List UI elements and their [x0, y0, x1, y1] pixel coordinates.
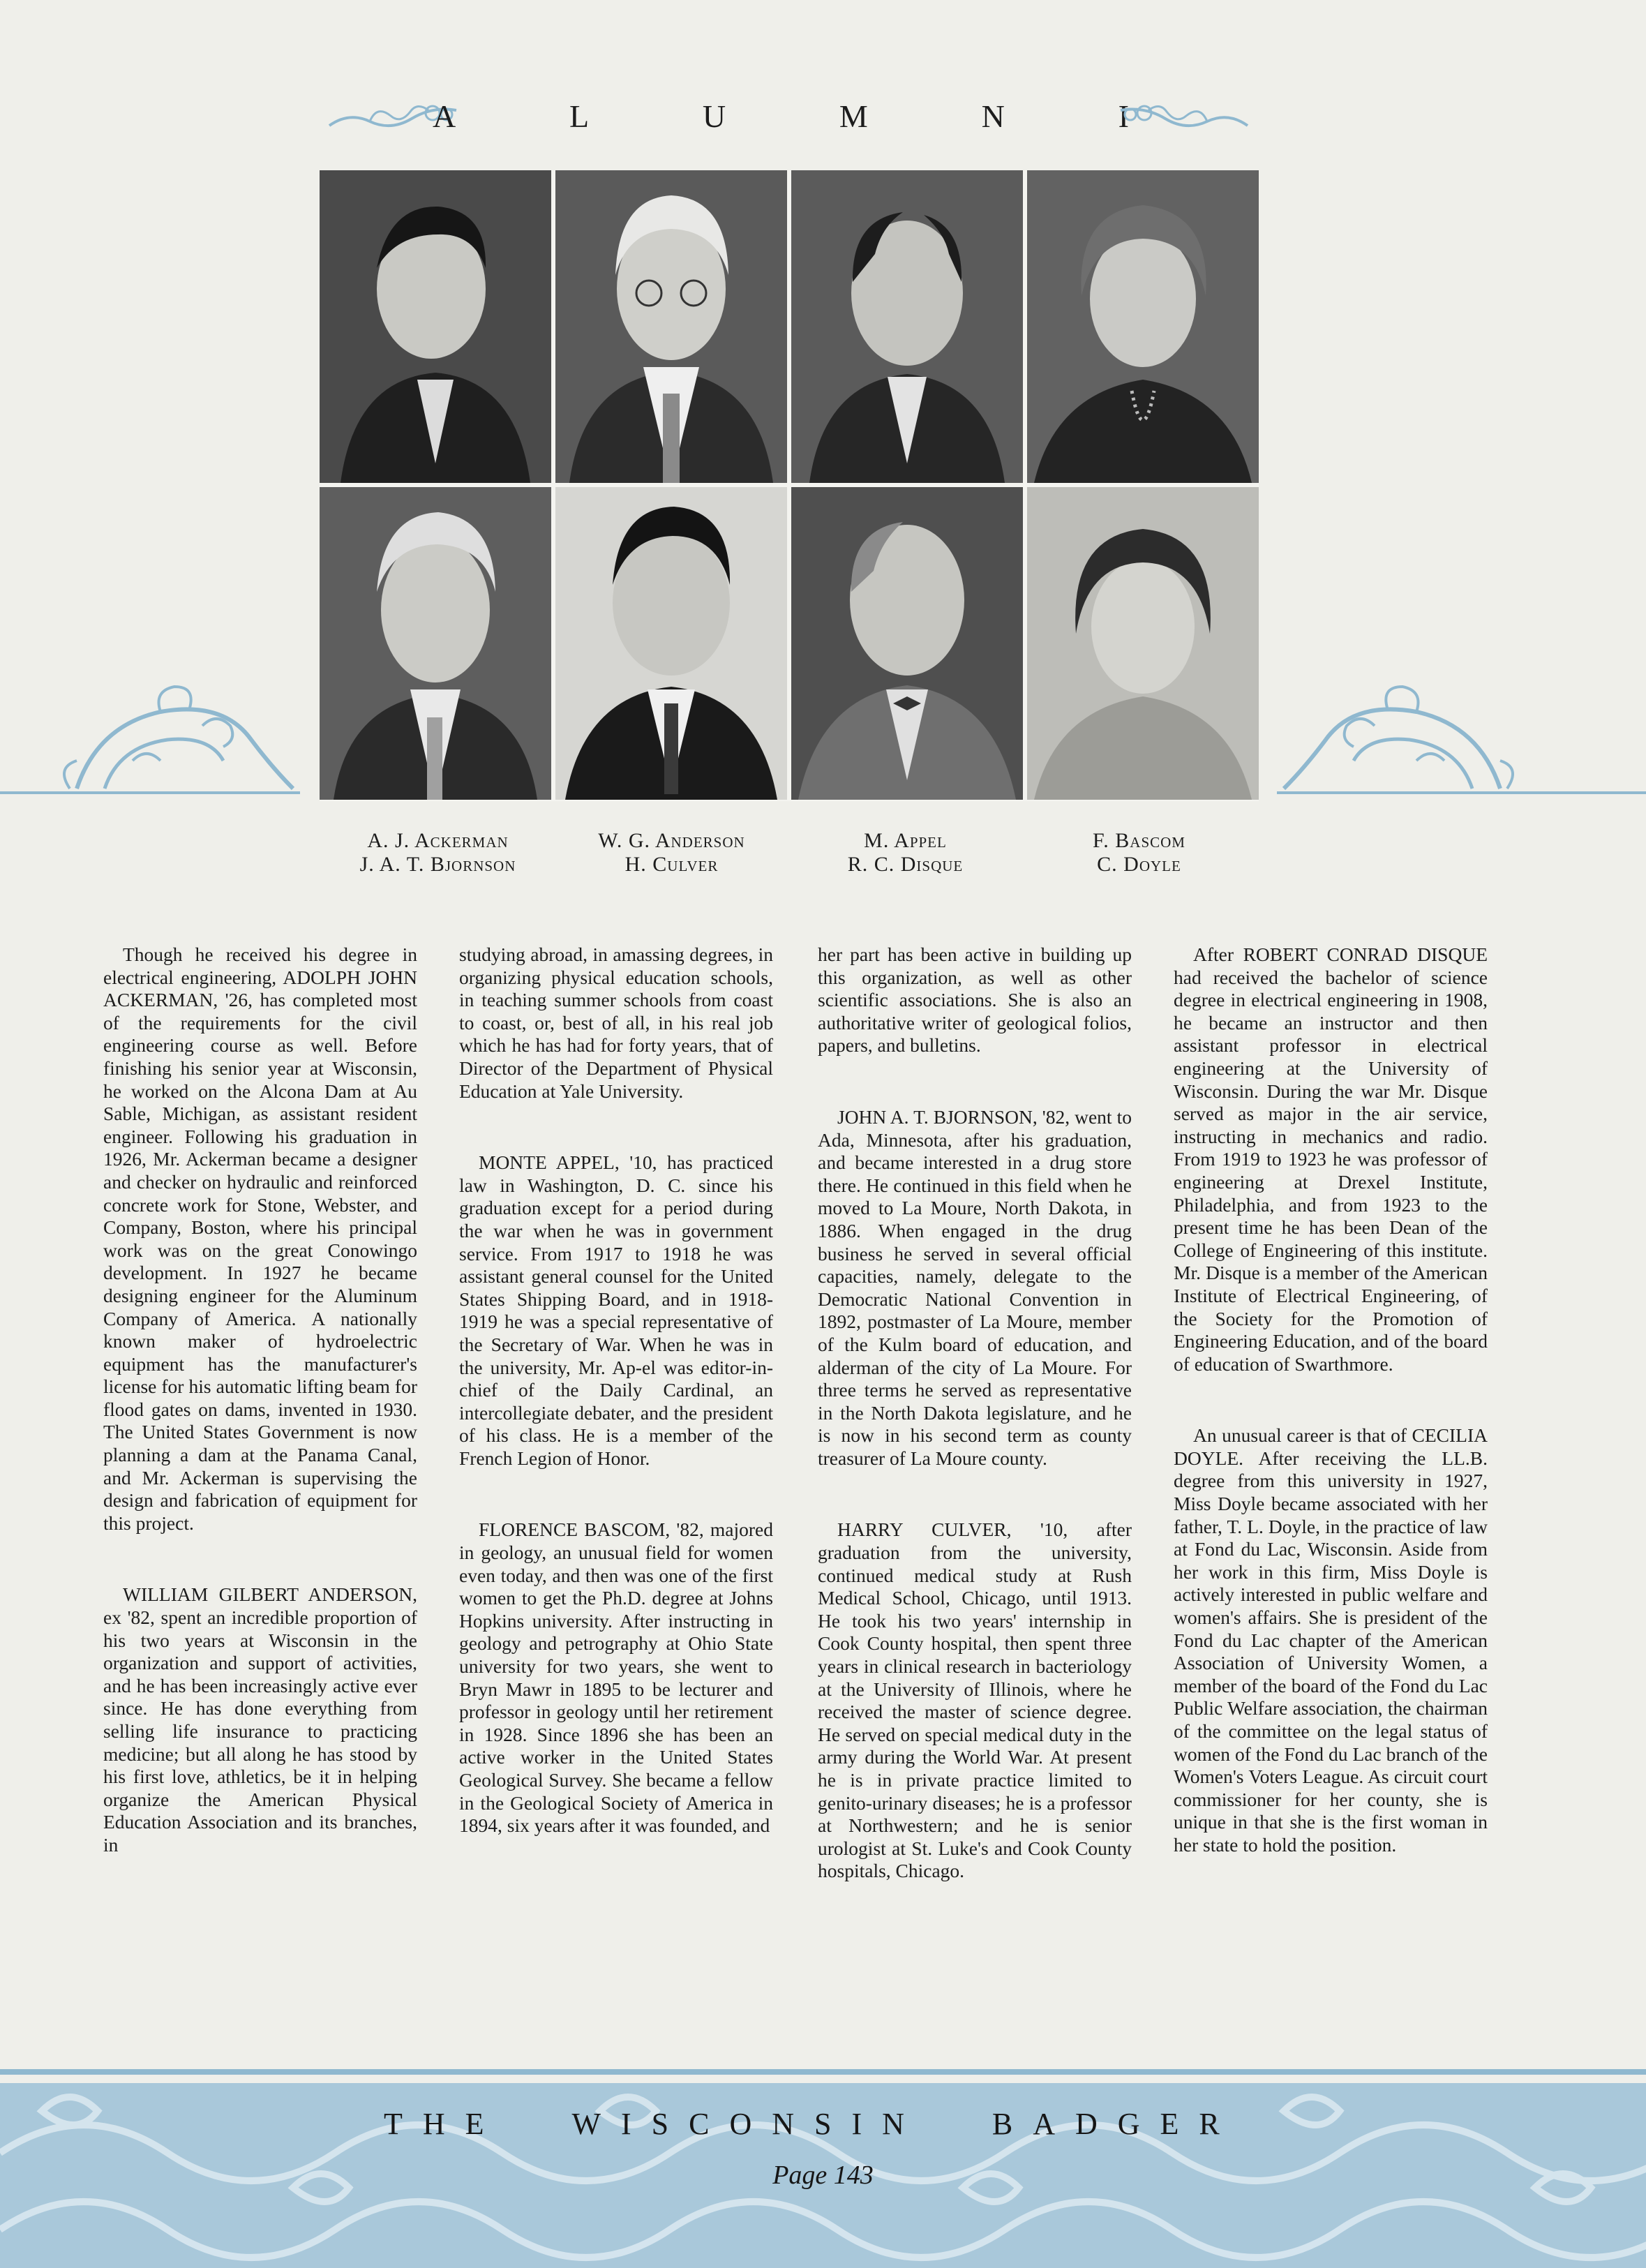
portrait-image [791, 170, 1023, 483]
caption-column [788, 829, 1022, 876]
footer-letter: S [814, 2107, 833, 2141]
caption-column [555, 829, 788, 876]
portrait-captions [321, 829, 1256, 876]
caption-name: J. A. T. Bjornson [359, 853, 516, 876]
footer-letter: R [1199, 2107, 1221, 2141]
portrait-culver [555, 487, 787, 800]
portrait-ackerman [320, 170, 551, 483]
footer-letter: W [571, 2107, 603, 2141]
footer-letter: E [1160, 2107, 1181, 2141]
portrait-appel [791, 170, 1023, 483]
title-letter: L [569, 98, 591, 134]
biography-paragraph: studying abroad, in amassing degrees, in organizing physical education schools, in teaching summer schools from coast to coast, or, best of all, in his real job which he has had for forty years, that of Director of the Department of Physical Education at Yale University. [459, 943, 773, 1102]
biography-paragraph: After ROBERT CONRAD DISQUE had received the bachelor of science degree in electrical engineering in 1908, he became an instructor and then assistant professor in electrical engineering at the University of Wisconsin. During the war Mr. Disque served as major in the air service, instructing in mechanics and radio. From 1919 to 1923 he was professor of engineering at Drexel Institute, Philadelphia, and from 1923 to the present time he has been Dean of the College of Engineering of this institute. Mr. Disque is a member of the American Institute of Electrical Engineering, of the Society for the Promotion of Engineering Education, and of the board of education of Swarthmore. [1174, 943, 1488, 1375]
portrait-anderson [555, 170, 787, 483]
title-letter: I [1118, 98, 1130, 134]
biography-paragraph: MONTE APPEL, '10, has practiced law in Washington, D. C. since his graduation except for a period during the war when he was in government service. From 1917 to 1918 he was assistant general counsel for the United States Shipping Board, and in 1918-1919 he was a special representative of the Secretary of War. When he was in the university, Mr. Ap-el was editor-in-chief of the Daily Cardinal, an intercollegiate debater, and the president of his class. He is a member of the French Legion of Honor. [459, 1151, 773, 1469]
footer-letter: N [882, 2107, 906, 2141]
footer-letter: A [1033, 2107, 1056, 2141]
footer-letter: E [465, 2107, 486, 2141]
page-number: Page 143 [772, 2161, 874, 2190]
portrait-image [1027, 487, 1259, 800]
caption-name: M. Appel [864, 829, 947, 852]
footer-letter: S [651, 2107, 671, 2141]
caption-name: W. G. Anderson [598, 829, 745, 852]
footer-letter: O [729, 2107, 754, 2141]
biography-paragraph: JOHN A. T. BJORNSON, '82, went to Ada, Minnesota, after his graduation, and became interested in a drug store there. He continued in this field when he moved to La Moure, North Dakota, in 1886. When engaged in the drug business he served in several official capacities, namely, delegate to the Democratic National Convention in 1892, postmaster of La Moure, member of the Kulm board of education, and alderman of the city of La Moure. For three terms he served as representative in the North Dakota legislature, and he is now in his second term as county treasurer of La Moure county. [818, 1105, 1132, 1469]
caption-name: R. C. Disque [847, 853, 964, 876]
portrait-image [320, 170, 551, 483]
portrait-image [1027, 170, 1259, 483]
text-column-3 [818, 943, 1132, 1883]
word-gap [504, 2106, 553, 2142]
portrait-grid [320, 170, 1259, 801]
caption-column [321, 829, 555, 876]
portrait-disque [791, 487, 1023, 800]
footer-letter: N [772, 2107, 796, 2141]
footer-letter: D [1075, 2107, 1099, 2141]
footer-letter: G [1117, 2107, 1142, 2141]
caption-name: H. Culver [624, 853, 719, 876]
portrait-doyle [1027, 487, 1259, 800]
portrait-bjornson [320, 487, 551, 800]
portrait-image [555, 487, 787, 800]
biography-paragraph: her part has been active in building up this organization, as well as other scientific associations. She is also an authoritative writer of geological folios, papers, and bulletins. [818, 943, 1132, 1057]
title-letter: A [433, 98, 458, 134]
footer-letter: T [384, 2107, 404, 2141]
footer-letter: B [992, 2107, 1015, 2141]
right-header-ornament [1119, 98, 1249, 134]
title-letter: M [839, 98, 869, 134]
biography-paragraph: WILLIAM GILBERT ANDERSON, ex '82, spent an incredible proportion of his two years at Wisconsin in the organization and support of activities, and he has been increasingly active ever since. He has done everything from selling life insurance to practicing medicine; but all along he has stood by his first love, athletics, be it in helping organize the American Physical Education Association and its branches, in [103, 1583, 417, 1856]
footer-publication-title [384, 2106, 1221, 2142]
word-gap [925, 2106, 973, 2142]
text-column-1 [103, 943, 417, 1857]
portrait-image [555, 170, 787, 483]
text-column-2 [459, 943, 773, 1837]
left-scroll-ornament [0, 684, 300, 796]
text-column-4 [1174, 943, 1488, 1857]
biography-paragraph: FLORENCE BASCOM, '82, majored in geology, an unusual field for women even today, and then was one of the first women to get the Ph.D. degree at Johns Hopkins university. After instructing in geology and petrography at Ohio State university for two years, she went to Bryn Mawr in 1895 to be lecturer and professor in geology until her retirement in 1928. Since 1896 she has been an active worker in the United States Geological Survey. She became a fellow in the Geological Society of America in 1894, six years after it was founded, and [459, 1519, 773, 1837]
portrait-image [791, 487, 1023, 800]
footer-letter: I [621, 2107, 633, 2141]
biography-paragraph: An unusual career is that of CECILIA DOYLE. After receiving the LL.B. degree from this university in 1927, Miss Doyle became associated with her father, T. L. Doyle, in the practice of law at Fond du Lac, Wisconsin. Aside from her work in this firm, Miss Doyle is actively interested in public welfare and women's affairs. She is president of the Fond du Lac chapter of the American Association of University Women, a member of the board of the Fond du Lac Public Welfare association, the chairman of the committee on the legal status of women of the Fond du Lac branch of the Women's Voters League. As circuit court commissioner for her county, she is unique in that she is the first woman in her state to hold the position. [1174, 1424, 1488, 1856]
biography-paragraph: HARRY CULVER, '10, after graduation from the university, continued medical study at Rush Medical School, Chicago, until 1913. He took his two years' internship in Cook County hospital, then spent three years in clinical research in bacteriology at the University of Illinois, where he received the master of science degree. He served on special medical duty in the army during the World War. At present he is in private practice limited to genito-urinary diseases; he is a professor at Northwestern; and he is senior urologist at St. Luke's and Cook County hospitals, Chicago. [818, 1519, 1132, 1882]
biography-paragraph: Though he received his degree in electrical engineering, ADOLPH JOHN ACKERMAN, '26, has completed most of the requirements for the civil engineering course as well. Before finishing his senior year at Wisconsin, he worked on the Alcona Dam at Au Sable, Michigan, as assistant resident engineer. Following his graduation in 1926, Mr. Ackerman became a designer and checker on hydraulic and reinforced concrete work for Stone, Webster, and Company, Boston, where his principal work was on the great Conowingo development. In 1927 he became designing engineer for the Aluminum Company of America. A nationally known maker of hydroelectric equipment has the manufacturer's license for his automatic lifting beam for flood gates on dams, invented in 1930. The United States Government is now planning a dam at the Panama Canal, and Mr. Ackerman is supervising the design and fabrication of equipment for this project. [103, 943, 417, 1534]
footer-letter: I [851, 2107, 864, 2141]
portrait-image [320, 487, 551, 800]
right-scroll-ornament [1277, 684, 1646, 796]
portrait-bascom [1027, 170, 1259, 483]
caption-column [1022, 829, 1256, 876]
footer-letter: C [689, 2107, 711, 2141]
page-title [433, 98, 1130, 135]
caption-name: A. J. Ackerman [367, 829, 509, 852]
title-letter: N [981, 98, 1006, 134]
footer-letter: H [422, 2107, 447, 2141]
title-letter: U [702, 98, 728, 134]
caption-name: F. Bascom [1093, 829, 1185, 852]
caption-name: C. Doyle [1097, 853, 1181, 876]
